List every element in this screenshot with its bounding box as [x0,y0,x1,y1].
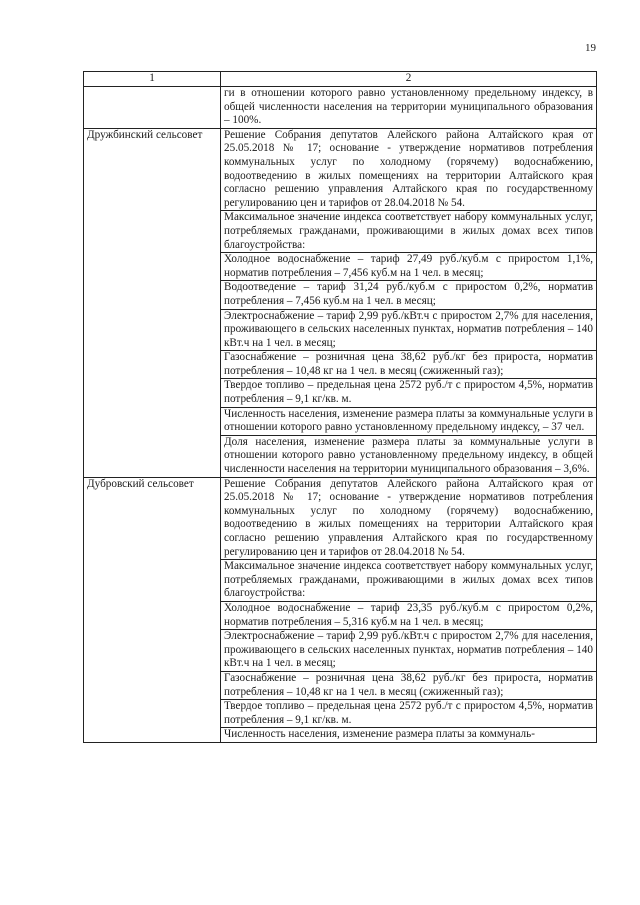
description-cell [221,128,597,477]
paragraph-text: Твердое топливо – предельная цена 2572 руб./т с приростом 4,5%, норматив потребления – 9,1 кг/кв. м. [224,700,593,726]
description-paragraph [221,630,596,672]
paragraph-text: Максимальное значение индекса соответствует набору коммунальных услуг, потребляемых гражданами, проживающими в жилых домах всех типов благоустройства: [224,211,593,251]
description-paragraph [221,211,596,253]
header-col-1: 1 [84,72,221,87]
paragraph-text: Электроснабжение – тариф 2,99 руб./кВт.ч с приростом 2,7% для населения, проживающего в сельских населенных пунктах, норматив потребления – 140 кВт.ч на 1 чел. в месяц; [224,630,593,670]
description-paragraph [221,560,596,602]
paragraph-text: Решение Собрания депутатов Алейского района Алтайского края от 25.05.2018 № 17; основание - утверждение нормативов потребления коммунальных услуг по холодному (горячему) водоснабжению, водоотведению в жилых помещениях на территории Алтайского края согласно решению управления Алтайского края по государственному регулированию цен и тарифов от 28.04.2018 № 54. [224,477,593,558]
paragraph-text: Холодное водоснабжение – тариф 27,49 руб./куб.м с приростом 1,1%, норматив потребления – 7,456 куб.м на 1 чел. в месяц; [224,253,593,279]
paragraph-text: Электроснабжение – тариф 2,99 руб./кВт.ч с приростом 2,7% для населения, проживающего в сельских населенных пунктах, норматив потребления – 140 кВт.ч на 1 чел. в месяц; [224,309,593,349]
description-paragraph [221,87,596,128]
description-cell [221,87,597,129]
description-paragraph [221,281,596,309]
paragraph-text: Газоснабжение – розничная цена 38,62 руб./кг без прироста, норматив потребления – 10,48 кг на 1 чел. в месяц (сжиженный газ); [224,351,593,377]
municipality-name-cell: Дружбинский сельсовет [84,128,221,477]
table-row [84,477,597,742]
paragraph-text: Численность населения, изменение размера платы за коммунальные услуги в отношении которого равно установленному предельному индексу, – 37 чел. [224,407,593,434]
table-header-row [84,72,597,87]
municipality-name-cell [84,87,221,129]
paragraph-text: ги в отношении которого равно установленному предельному индексу, в общей численности населения на территории муниципального образования – 100%. [224,87,593,127]
description-paragraph [221,478,596,561]
paragraph-text: Газоснабжение – розничная цена 38,62 руб./кг без прироста, норматив потребления – 10,48 кг на 1 чел. в месяц (сжиженный газ); [224,671,593,698]
municipality-name-cell: Дубровский сельсовет [84,477,221,742]
description-paragraph [221,602,596,630]
paragraph-text: Доля населения, изменение размера платы за коммунальные услуги в отношении которого равно установленному предельному индексу, в общей численности населения на территории муниципального образования – 3,6%. [224,435,593,476]
paragraph-text: Водоотведение – тариф 31,24 руб./куб.м с приростом 0,2%, норматив потребления – 7,456 куб.м на 1 чел. в месяц; [224,281,593,307]
table-row [84,87,597,129]
paragraph-text: Решение Собрания депутатов Алейского района Алтайского края от 25.05.2018 № 17; основание - утверждение нормативов потребления коммунальных услуг по холодному (горячему) водоснабжению, водоотведению в жилых помещениях на территории Алтайского края согласно решению управления Алтайского края по государственному регулированию цен и тарифов от 28.04.2018 № 54. [224,128,593,209]
description-cell [221,477,597,742]
paragraph-text: Твердое топливо – предельная цена 2572 руб./т с приростом 4,5%, норматив потребления – 9,1 кг/кв. м. [224,379,593,406]
description-paragraph [221,310,596,352]
paragraph-text: Максимальное значение индекса соответствует набору коммунальных услуг, потребляемых гражданами, проживающими в жилых домах всех типов благоустройства: [224,560,593,600]
description-paragraph [221,436,596,477]
description-paragraph [221,351,596,379]
paragraph-text: Численность населения, изменение размера платы за коммуналь- [224,728,535,741]
description-paragraph [221,700,596,728]
description-paragraph [221,379,596,407]
header-col-2: 2 [221,72,597,87]
table-row [84,128,597,477]
description-paragraph [221,253,596,281]
page-number: 19 [585,42,596,54]
description-paragraph [221,672,596,700]
indices-table [83,71,597,743]
description-paragraph [221,728,596,742]
description-paragraph [221,408,596,436]
paragraph-text: Холодное водоснабжение – тариф 23,35 руб./куб.м с приростом 0,2%, норматив потребления – 5,316 куб.м на 1 чел. в месяц; [224,601,593,628]
description-paragraph [221,129,596,212]
